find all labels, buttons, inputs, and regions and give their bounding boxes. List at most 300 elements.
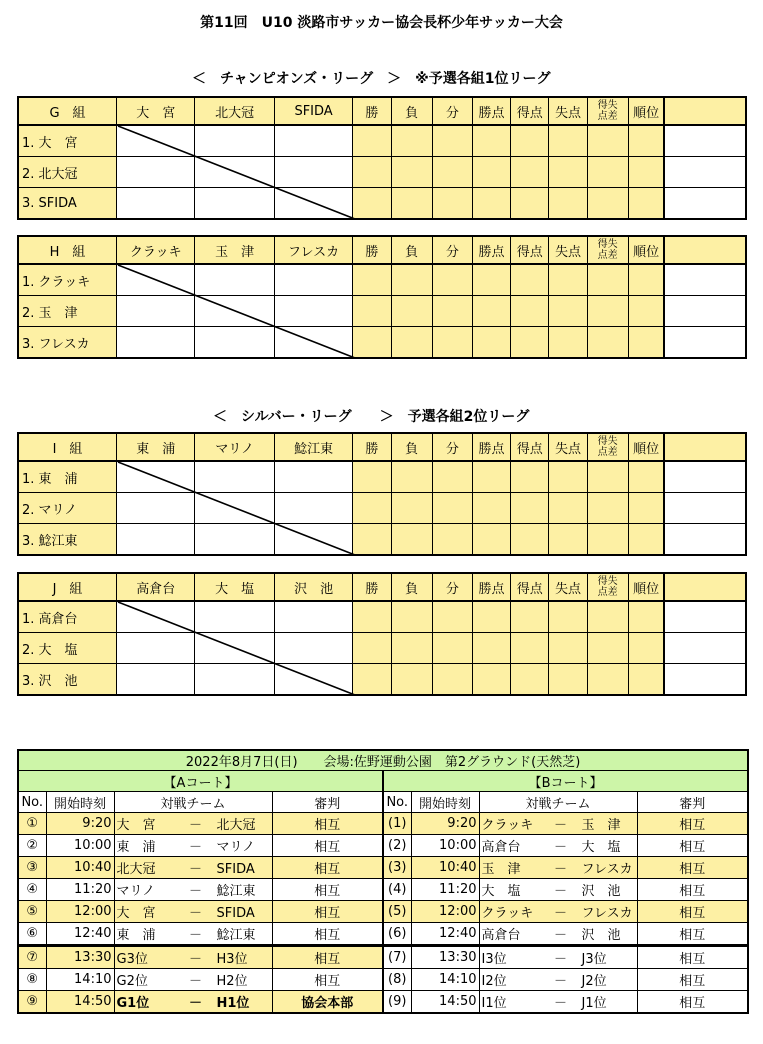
diff-line2: 点差	[597, 586, 618, 598]
away-team: SFIDA	[216, 862, 255, 877]
match-no: (4)	[383, 879, 411, 901]
match-time: 10:40	[411, 857, 479, 879]
away-team: 沢 池	[581, 928, 621, 943]
stat-cell[interactable]	[549, 264, 587, 296]
stat-cell[interactable]	[587, 601, 628, 633]
home-team: 高倉台	[481, 928, 521, 943]
away-team: フレスカ	[581, 906, 633, 921]
result-cell[interactable]	[195, 157, 274, 188]
court-b-label: 【Bコート】	[383, 771, 748, 792]
group-row-team: 3. SFIDA	[18, 188, 117, 220]
stat-cell[interactable]	[587, 264, 628, 296]
result-cell[interactable]	[195, 524, 274, 556]
stat-cell[interactable]	[353, 461, 391, 493]
match-no: ③	[18, 857, 46, 879]
stat-goals-for: 得点	[511, 433, 549, 461]
stat-cell[interactable]	[432, 157, 472, 188]
page-title: 第11回 U10 淡路市サッカー協会長杯少年サッカー大会	[200, 15, 563, 31]
group-row-team: 2. マリノ	[18, 493, 117, 524]
stat-cell[interactable]	[353, 524, 391, 556]
group-row	[18, 664, 746, 696]
vs-dash: －	[188, 884, 202, 899]
result-cell[interactable]	[274, 296, 352, 327]
group-row	[18, 188, 746, 220]
result-cell[interactable]	[117, 493, 195, 524]
stat-cell[interactable]	[391, 327, 432, 359]
stat-cell[interactable]	[628, 188, 664, 220]
vs-dash: －	[553, 884, 567, 899]
vs-dash: －	[188, 840, 202, 855]
group-row-team: 2. 大 塩	[18, 633, 117, 664]
stat-cell[interactable]	[587, 493, 628, 524]
stat-cell[interactable]	[353, 188, 391, 220]
stat-cell[interactable]	[432, 601, 472, 633]
result-cell[interactable]	[117, 327, 195, 359]
group-row	[18, 296, 746, 327]
stat-cell[interactable]	[549, 296, 587, 327]
stat-cell[interactable]	[472, 524, 510, 556]
result-cell[interactable]	[195, 461, 274, 493]
stat-cell[interactable]	[472, 664, 510, 696]
result-cell[interactable]	[117, 296, 195, 327]
stat-cell[interactable]	[511, 601, 549, 633]
match-time: 12:40	[411, 923, 479, 946]
match-time: 10:00	[46, 835, 114, 857]
home-team: マリノ	[116, 884, 155, 899]
schedule-row	[18, 835, 748, 857]
away-team: 玉 津	[581, 818, 621, 833]
stat-cell[interactable]	[391, 461, 432, 493]
col-match: 対戦チーム	[479, 792, 637, 813]
stat-cell[interactable]	[391, 493, 432, 524]
result-cell[interactable]	[195, 633, 274, 664]
match-time: 12:00	[411, 901, 479, 923]
match-teams	[479, 813, 637, 835]
vs-dash: －	[553, 996, 567, 1011]
stat-cell[interactable]	[432, 461, 472, 493]
stat-cell[interactable]	[472, 157, 510, 188]
match-no: (3)	[383, 857, 411, 879]
stat-cell[interactable]	[472, 264, 510, 296]
away-team: J1位	[581, 996, 607, 1011]
stat-cell[interactable]	[391, 664, 432, 696]
diff-line1: 得失	[597, 99, 618, 111]
result-cell[interactable]	[274, 125, 352, 157]
away-team: J3位	[581, 952, 607, 967]
stat-cell[interactable]	[472, 633, 510, 664]
result-cell[interactable]	[117, 157, 195, 188]
match-time: 12:40	[46, 923, 114, 946]
group-team-header: 大 宮	[117, 97, 195, 125]
stat-cell[interactable]	[549, 633, 587, 664]
stat-cell[interactable]	[511, 493, 549, 524]
stat-cell[interactable]	[549, 493, 587, 524]
result-cell[interactable]	[195, 188, 274, 220]
schedule-row	[18, 991, 748, 1014]
home-team: G2位	[116, 974, 148, 989]
match-no: (8)	[383, 969, 411, 991]
result-cell[interactable]	[274, 664, 352, 696]
blank-cell	[664, 573, 746, 601]
vs-dash: －	[188, 996, 202, 1011]
stat-cell[interactable]	[353, 493, 391, 524]
stat-cell[interactable]	[511, 157, 549, 188]
group-team-header: マリノ	[195, 433, 274, 461]
match-no: (1)	[383, 813, 411, 835]
stat-goals-against: 失点	[549, 573, 587, 601]
stat-cell[interactable]	[432, 188, 472, 220]
match-time: 14:50	[411, 991, 479, 1014]
home-team: G1位	[116, 996, 150, 1011]
stat-cell[interactable]	[353, 157, 391, 188]
league-group-table	[17, 235, 747, 359]
result-cell[interactable]	[195, 493, 274, 524]
stat-cell[interactable]	[432, 633, 472, 664]
stat-points: 勝点	[472, 433, 510, 461]
stat-draw: 分	[432, 433, 472, 461]
result-cell[interactable]	[195, 296, 274, 327]
col-time: 開始時刻	[411, 792, 479, 813]
stat-cell[interactable]	[628, 264, 664, 296]
result-cell[interactable]	[274, 264, 352, 296]
match-time: 10:00	[411, 835, 479, 857]
result-cell[interactable]	[117, 601, 195, 633]
match-time: 10:40	[46, 857, 114, 879]
stat-loss: 負	[391, 236, 432, 264]
vs-dash: －	[553, 928, 567, 943]
stat-win: 勝	[353, 236, 391, 264]
match-time: 14:10	[46, 969, 114, 991]
home-team: 玉 津	[481, 862, 521, 877]
home-team: 大 宮	[116, 818, 156, 833]
match-teams	[479, 923, 637, 946]
match-referee: 相互	[272, 857, 383, 879]
stat-cell[interactable]	[549, 188, 587, 220]
away-team: 北大冠	[216, 818, 256, 833]
stat-cell[interactable]	[628, 125, 664, 157]
stat-cell[interactable]	[472, 601, 510, 633]
match-referee: 相互	[272, 923, 383, 946]
stat-cell[interactable]	[391, 601, 432, 633]
blank-cell	[664, 327, 746, 359]
vs-dash: －	[553, 862, 567, 877]
stat-cell[interactable]	[628, 493, 664, 524]
group-row	[18, 125, 746, 157]
col-no: No.	[18, 792, 46, 813]
stat-cell[interactable]	[511, 524, 549, 556]
stat-cell[interactable]	[587, 157, 628, 188]
stat-cell[interactable]	[391, 125, 432, 157]
stat-cell[interactable]	[549, 157, 587, 188]
stat-win: 勝	[353, 573, 391, 601]
stat-cell[interactable]	[472, 188, 510, 220]
match-referee: 相互	[637, 901, 748, 923]
match-time: 13:30	[46, 946, 114, 969]
away-team: 鯰江東	[216, 884, 256, 899]
stat-cell[interactable]	[549, 461, 587, 493]
result-cell[interactable]	[274, 188, 352, 220]
stat-cell[interactable]	[587, 664, 628, 696]
stat-cell[interactable]	[587, 327, 628, 359]
blank-cell	[664, 264, 746, 296]
stat-cell[interactable]	[511, 264, 549, 296]
stat-cell[interactable]	[511, 188, 549, 220]
away-team: SFIDA	[216, 906, 255, 921]
stat-cell[interactable]	[628, 524, 664, 556]
match-referee: 相互	[272, 946, 383, 969]
stat-cell[interactable]	[353, 125, 391, 157]
col-match: 対戦チーム	[114, 792, 272, 813]
result-cell[interactable]	[117, 524, 195, 556]
schedule-row	[18, 969, 748, 991]
match-time: 13:30	[411, 946, 479, 969]
group-row	[18, 157, 746, 188]
stat-cell[interactable]	[353, 664, 391, 696]
match-time: 12:00	[46, 901, 114, 923]
result-cell[interactable]	[117, 125, 195, 157]
stat-cell[interactable]	[391, 524, 432, 556]
match-referee: 相互	[637, 813, 748, 835]
stat-cell[interactable]	[587, 188, 628, 220]
result-cell[interactable]	[195, 327, 274, 359]
stat-cell[interactable]	[432, 264, 472, 296]
stat-rank: 順位	[628, 97, 664, 125]
group-team-header: 鯰江東	[274, 433, 352, 461]
vs-dash: －	[188, 952, 202, 967]
diff-line1: 得失	[597, 238, 618, 250]
stat-cell[interactable]	[511, 125, 549, 157]
group-row-team: 2. 北大冠	[18, 157, 117, 188]
stat-cell[interactable]	[587, 125, 628, 157]
stat-cell[interactable]	[587, 633, 628, 664]
group-row	[18, 327, 746, 359]
court-a-label: 【Aコート】	[18, 771, 383, 792]
match-teams	[479, 835, 637, 857]
match-teams	[114, 991, 272, 1014]
stat-win: 勝	[353, 433, 391, 461]
stat-cell[interactable]	[628, 633, 664, 664]
stat-cell[interactable]	[432, 664, 472, 696]
group-row	[18, 493, 746, 524]
stat-cell[interactable]	[549, 524, 587, 556]
stat-cell[interactable]	[472, 493, 510, 524]
group-row	[18, 524, 746, 556]
match-referee: 協会本部	[272, 991, 383, 1014]
stat-cell[interactable]	[628, 157, 664, 188]
stat-cell[interactable]	[472, 125, 510, 157]
stat-cell[interactable]	[511, 664, 549, 696]
match-referee: 相互	[637, 923, 748, 946]
stat-goal-diff	[587, 97, 628, 125]
match-teams	[479, 946, 637, 969]
match-time: 9:20	[46, 813, 114, 835]
stat-cell[interactable]	[587, 461, 628, 493]
match-no: ⑧	[18, 969, 46, 991]
stat-cell[interactable]	[353, 296, 391, 327]
col-ref: 審判	[637, 792, 748, 813]
stat-cell[interactable]	[549, 601, 587, 633]
result-cell[interactable]	[274, 461, 352, 493]
group-row	[18, 264, 746, 296]
group-row	[18, 461, 746, 493]
match-referee: 相互	[637, 969, 748, 991]
schedule-row	[18, 879, 748, 901]
stat-cell[interactable]	[353, 327, 391, 359]
blank-cell	[664, 633, 746, 664]
result-cell[interactable]	[117, 664, 195, 696]
away-team: H2位	[216, 974, 248, 989]
match-referee: 相互	[637, 946, 748, 969]
match-referee: 相互	[272, 813, 383, 835]
stat-cell[interactable]	[511, 327, 549, 359]
blank-cell	[664, 461, 746, 493]
stat-cell[interactable]	[472, 461, 510, 493]
diff-line1: 得失	[597, 435, 618, 447]
group-name: J 組	[18, 573, 117, 601]
stat-cell[interactable]	[587, 524, 628, 556]
match-teams	[114, 835, 272, 857]
result-cell[interactable]	[195, 664, 274, 696]
col-no: No.	[383, 792, 411, 813]
result-cell[interactable]	[195, 125, 274, 157]
stat-draw: 分	[432, 97, 472, 125]
group-team-header: 沢 池	[274, 573, 352, 601]
match-teams	[479, 901, 637, 923]
vs-dash: －	[188, 906, 202, 921]
match-teams	[114, 901, 272, 923]
stat-cell[interactable]	[472, 296, 510, 327]
group-team-header: 北大冠	[195, 97, 274, 125]
col-time: 開始時刻	[46, 792, 114, 813]
home-team: 大 宮	[116, 906, 156, 921]
stat-cell[interactable]	[353, 633, 391, 664]
champions-heading: ＜ チャンピオンズ・リーグ ＞ ※予選各組1位リーグ	[192, 71, 551, 87]
result-cell[interactable]	[274, 633, 352, 664]
col-ref: 審判	[272, 792, 383, 813]
stat-cell[interactable]	[432, 125, 472, 157]
blank-cell	[664, 125, 746, 157]
schedule-table	[17, 749, 749, 1014]
group-row	[18, 601, 746, 633]
stat-goals-against: 失点	[549, 433, 587, 461]
match-no: (2)	[383, 835, 411, 857]
group-team-header: 東 浦	[117, 433, 195, 461]
result-cell[interactable]	[195, 264, 274, 296]
stat-goal-diff	[587, 433, 628, 461]
stat-cell[interactable]	[432, 493, 472, 524]
stat-cell[interactable]	[549, 125, 587, 157]
stat-cell[interactable]	[549, 664, 587, 696]
stat-cell[interactable]	[628, 461, 664, 493]
diff-line2: 点差	[597, 446, 618, 458]
stat-cell[interactable]	[511, 633, 549, 664]
result-cell[interactable]	[195, 601, 274, 633]
stat-cell[interactable]	[628, 601, 664, 633]
stat-cell[interactable]	[353, 601, 391, 633]
vs-dash: －	[188, 928, 202, 943]
stat-cell[interactable]	[391, 188, 432, 220]
home-team: クラッキ	[481, 906, 534, 921]
result-cell[interactable]	[117, 461, 195, 493]
away-team: 沢 池	[581, 884, 621, 899]
result-cell[interactable]	[117, 633, 195, 664]
match-referee: 相互	[272, 969, 383, 991]
result-cell[interactable]	[274, 327, 352, 359]
home-team: I2位	[481, 974, 507, 989]
stat-cell[interactable]	[587, 296, 628, 327]
result-cell[interactable]	[274, 493, 352, 524]
stat-cell[interactable]	[391, 264, 432, 296]
schedule-row	[18, 857, 748, 879]
result-cell[interactable]	[274, 524, 352, 556]
stat-goal-diff	[587, 236, 628, 264]
match-time: 14:10	[411, 969, 479, 991]
vs-dash: －	[553, 974, 567, 989]
stat-cell[interactable]	[432, 296, 472, 327]
stat-cell[interactable]	[353, 264, 391, 296]
schedule-row	[18, 946, 748, 969]
schedule-row	[18, 901, 748, 923]
result-cell[interactable]	[274, 157, 352, 188]
group-team-header: フレスカ	[274, 236, 352, 264]
match-teams	[479, 857, 637, 879]
stat-cell[interactable]	[391, 633, 432, 664]
group-team-header: 大 塩	[195, 573, 274, 601]
vs-dash: －	[553, 952, 567, 967]
stat-cell[interactable]	[549, 327, 587, 359]
blank-cell	[664, 493, 746, 524]
result-cell[interactable]	[274, 601, 352, 633]
stat-cell[interactable]	[391, 296, 432, 327]
match-referee: 相互	[637, 991, 748, 1014]
home-team: 北大冠	[116, 862, 156, 877]
away-team: 大 塩	[581, 840, 621, 855]
stat-cell[interactable]	[511, 296, 549, 327]
match-teams	[114, 857, 272, 879]
stat-cell[interactable]	[628, 664, 664, 696]
group-row-team: 1. 東 浦	[18, 461, 117, 493]
result-cell[interactable]	[117, 264, 195, 296]
away-team: フレスカ	[581, 862, 633, 877]
league-group-table	[17, 572, 747, 696]
result-cell[interactable]	[117, 188, 195, 220]
stat-cell[interactable]	[628, 327, 664, 359]
schedule-date-venue: 2022年8月7日(日) 会場:佐野運動公園 第2グラウンド(天然芝)	[18, 750, 748, 771]
blank-cell	[664, 296, 746, 327]
match-teams	[479, 991, 637, 1014]
stat-cell[interactable]	[432, 327, 472, 359]
match-no: ⑨	[18, 991, 46, 1014]
match-no: ④	[18, 879, 46, 901]
stat-rank: 順位	[628, 236, 664, 264]
stat-cell[interactable]	[628, 296, 664, 327]
match-referee: 相互	[637, 879, 748, 901]
match-referee: 相互	[272, 835, 383, 857]
match-teams	[114, 946, 272, 969]
stat-cell[interactable]	[511, 461, 549, 493]
stat-cell[interactable]	[472, 327, 510, 359]
stat-cell[interactable]	[391, 157, 432, 188]
diff-line2: 点差	[597, 249, 618, 261]
stat-rank: 順位	[628, 433, 664, 461]
match-no: (6)	[383, 923, 411, 946]
group-row-team: 3. 沢 池	[18, 664, 117, 696]
stat-loss: 負	[391, 433, 432, 461]
group-row-team: 3. フレスカ	[18, 327, 117, 359]
blank-cell	[664, 97, 746, 125]
home-team: クラッキ	[481, 818, 534, 833]
stat-cell[interactable]	[432, 524, 472, 556]
